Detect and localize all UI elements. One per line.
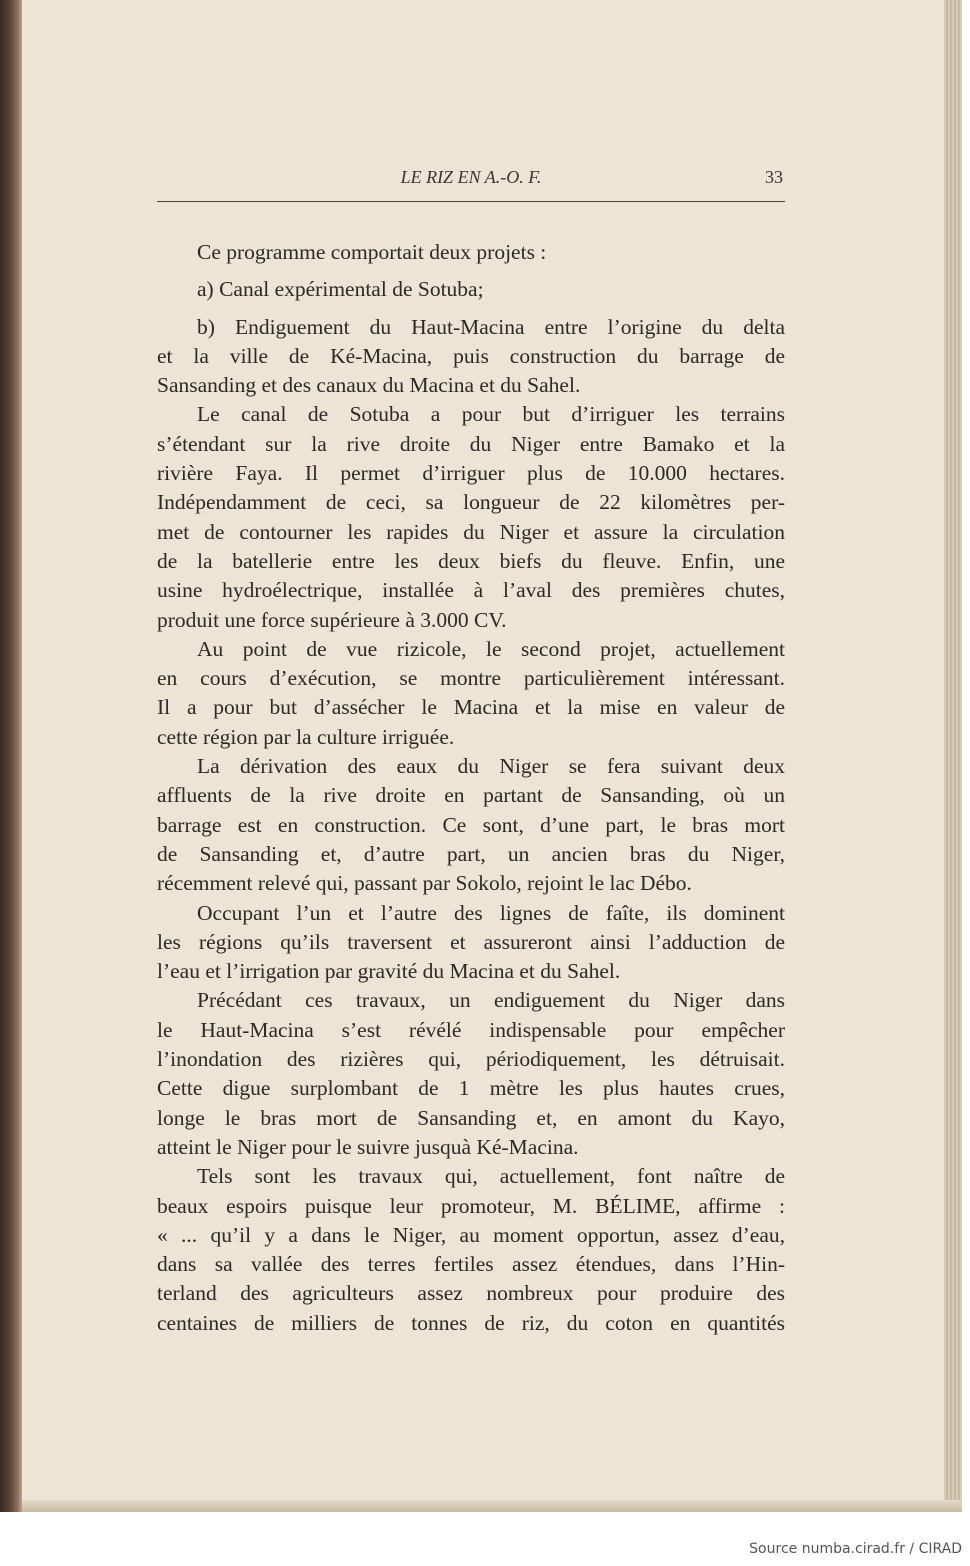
text-line: l’eau et l’irrigation par gravité du Macina et du Sahel. bbox=[157, 959, 621, 984]
text-line: le Haut-Macina s’est révélé indispensable pour empêcher bbox=[157, 1017, 785, 1042]
paragraph bbox=[157, 1162, 785, 1338]
paragraph bbox=[157, 238, 785, 267]
text-line: Occupant l’un et l’autre des lignes de faîte, ils dominent bbox=[197, 900, 785, 925]
book-binding bbox=[0, 0, 24, 1512]
text-line: Tels sont les travaux qui, actuellement, font naître de bbox=[197, 1164, 785, 1189]
text-line: en cours d’exécution, se montre particulièrement intéressant. bbox=[157, 666, 785, 691]
text-line: Ce programme comportait deux projets : bbox=[197, 240, 547, 264]
paragraph bbox=[157, 986, 785, 1162]
text-line: La dérivation des eaux du Niger se fera suivant deux bbox=[197, 754, 785, 779]
text-line: s’étendant sur la rive droite du Niger entre Bamako et la bbox=[157, 431, 785, 456]
source-credit: Source numba.cirad.fr / CIRAD bbox=[749, 1541, 962, 1557]
text-line: longe le bras mort de Sansanding et, en amont du Kayo, bbox=[157, 1105, 785, 1130]
header-rule bbox=[157, 201, 785, 202]
text-line: usine hydroélectrique, installée à l’aval des premières chutes, bbox=[157, 578, 785, 603]
running-title: LE RIZ EN A.-O. F. bbox=[400, 167, 542, 187]
paragraph bbox=[157, 275, 785, 304]
text-line: rivière Faya. Il permet d’irriguer plus de 10.000 hectares. bbox=[157, 461, 785, 486]
text-line: affluents de la rive droite en partant de Sansanding, où un bbox=[157, 783, 785, 808]
text-line: Au point de vue rizicole, le second projet, actuellement bbox=[197, 636, 785, 661]
text-line: Il a pour but d’assécher le Macina et la mise en valeur de bbox=[157, 695, 785, 720]
text-line: produit une force supérieure à 3.000 CV. bbox=[157, 607, 507, 632]
text-line: centaines de milliers de tonnes de riz, du coton en quantités bbox=[157, 1310, 785, 1335]
text-line: cette région par la culture irriguée. bbox=[157, 724, 455, 749]
text-line: dans sa vallée des terres fertiles assez étendues, dans l’Hin- bbox=[157, 1252, 785, 1277]
text-line: de la batellerie entre les deux biefs du fleuve. Enfin, une bbox=[157, 548, 785, 573]
text-line: Sansanding et des canaux du Macina et du Sahel. bbox=[157, 373, 581, 398]
text-line: « ... qu’il y a dans le Niger, au moment opportun, assez d’eau, bbox=[157, 1222, 785, 1247]
text-line: Précédant ces travaux, un endiguement du Niger dans bbox=[197, 988, 785, 1013]
page-number: 33 bbox=[765, 167, 783, 187]
paragraph bbox=[157, 400, 785, 634]
paragraph bbox=[157, 313, 785, 401]
page-header bbox=[157, 167, 785, 197]
text-line: barrage est en construction. Ce sont, d’une part, le bras mort bbox=[157, 812, 785, 837]
paragraph bbox=[157, 752, 785, 898]
text-line: atteint le Niger pour le suivre jusquà Ké-Macina. bbox=[157, 1134, 579, 1159]
text-line: les régions qu’ils traversent et assureront ainsi l’adduction de bbox=[157, 929, 785, 954]
text-line: et la ville de Ké-Macina, puis construction du barrage de bbox=[157, 343, 785, 368]
text-line: Indépendamment de ceci, sa longueur de 22 kilomètres per- bbox=[157, 490, 785, 515]
text-line: met de contourner les rapides du Niger et assure la circulation bbox=[157, 519, 785, 544]
text-line: terland des agriculteurs assez nombreux pour produire des bbox=[157, 1281, 785, 1306]
paragraph bbox=[157, 635, 785, 752]
text-line: b) Endiguement du Haut-Macina entre l’origine du delta bbox=[197, 314, 785, 339]
text-line: Le canal de Sotuba a pour but d’irriguer les terrains bbox=[197, 402, 785, 427]
text-line: de Sansanding et, d’autre part, un ancien bras du Niger, bbox=[157, 841, 785, 866]
body-text bbox=[157, 238, 785, 1338]
text-line: récemment relevé qui, passant par Sokolo, rejoint le lac Débo. bbox=[157, 871, 692, 896]
page-bottom-edge bbox=[22, 1500, 962, 1512]
paragraph bbox=[157, 899, 785, 987]
page-edges bbox=[944, 0, 962, 1512]
text-line: l’inondation des rizières qui, périodiquement, les détruisait. bbox=[157, 1047, 785, 1072]
text-line: a) Canal expérimental de Sotuba; bbox=[197, 277, 484, 302]
text-line: beaux espoirs puisque leur promoteur, M. BÉLIME, affirme : bbox=[157, 1193, 785, 1218]
text-line: Cette digue surplombant de 1 mètre les plus hautes crues, bbox=[157, 1076, 785, 1101]
